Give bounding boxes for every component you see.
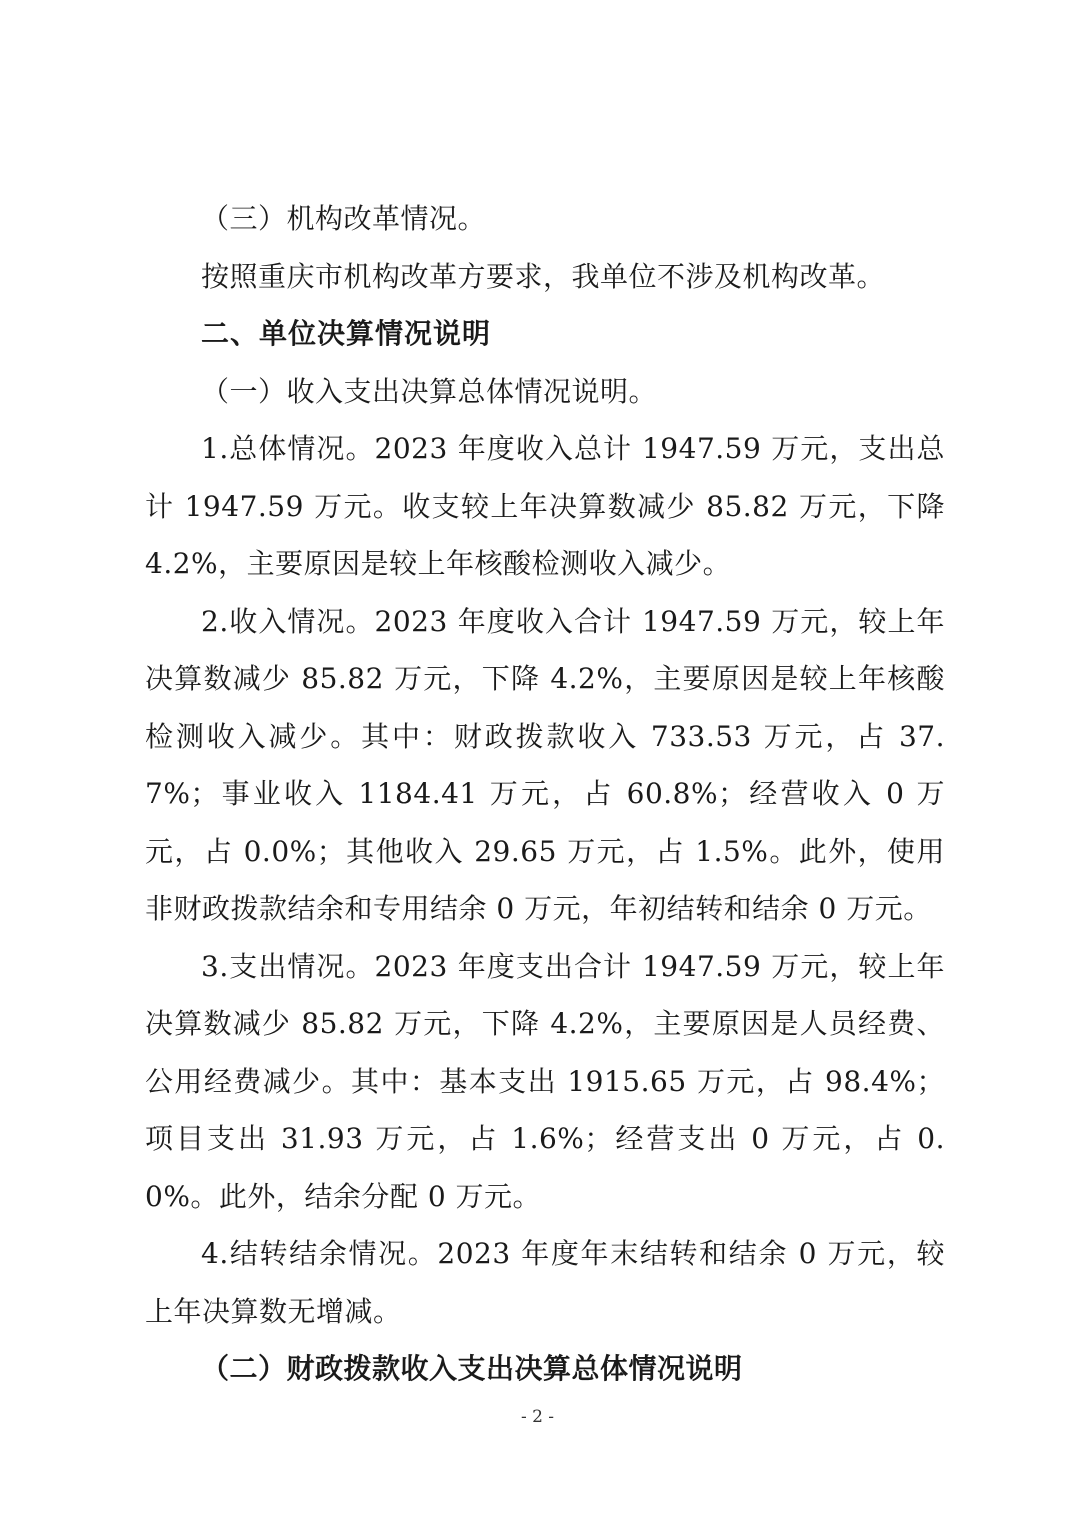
paragraph-institutional-reform: 按照重庆市机构改革方要求，我单位不涉及机构改革。 (201, 259, 886, 293)
subsection-heading-income-expenditure: （一）收入支出决算总体情况说明。 (201, 374, 658, 408)
subsection-heading-fiscal-appropriation: （二）财政拨款收入支出决算总体情况说明 (201, 1352, 743, 1385)
paragraph-overall: 1.总体情况。2023 年度收入总计 1947.59 万元，支出总计 1947.59 万元。收支较上年决算数减少 85.82 万元，下降 4.2%，主要原因是较上年核酸检测收入减少。 (145, 432, 945, 580)
paragraph-carryover: 4.结转结余情况。2023 年度年末结转和结余 0 万元，较上年决算数无增减。 (145, 1237, 945, 1328)
paragraph-income: 2.收入情况。2023 年度收入合计 1947.59 万元，较上年决算数减少 85.82 万元，下降 4.2%，主要原因是较上年核酸检测收入减少。其中：财政拨款收入 733.53 万元，占 37.7%；事业收入 1184.41 万元，占 60.8%；经营收入 0 万元，占 0.0%；其他收入 29.65 万元，占 1.5%。此外，使用非财政拨款结余和专用结余 0 万元，年初结转和结余 0 万元。 (145, 604, 945, 925)
section-heading-final-accounts: 二、单位决算情况说明 (201, 317, 492, 350)
document-body (145, 190, 945, 1398)
section-heading-institutional-reform: （三）机构改革情况。 (201, 202, 487, 235)
paragraph-expenditure: 3.支出情况。2023 年度支出合计 1947.59 万元，较上年决算数减少 85.82 万元，下降 4.2%，主要原因是人员经费、公用经费减少。其中：基本支出 1915.65 万元，占 98.4%；项目支出 31.93 万元，占 1.6%；经营支出 0 万元，占 0.0%。此外，结余分配 0 万元。 (145, 949, 945, 1213)
page-number: - 2 - (520, 1407, 555, 1427)
